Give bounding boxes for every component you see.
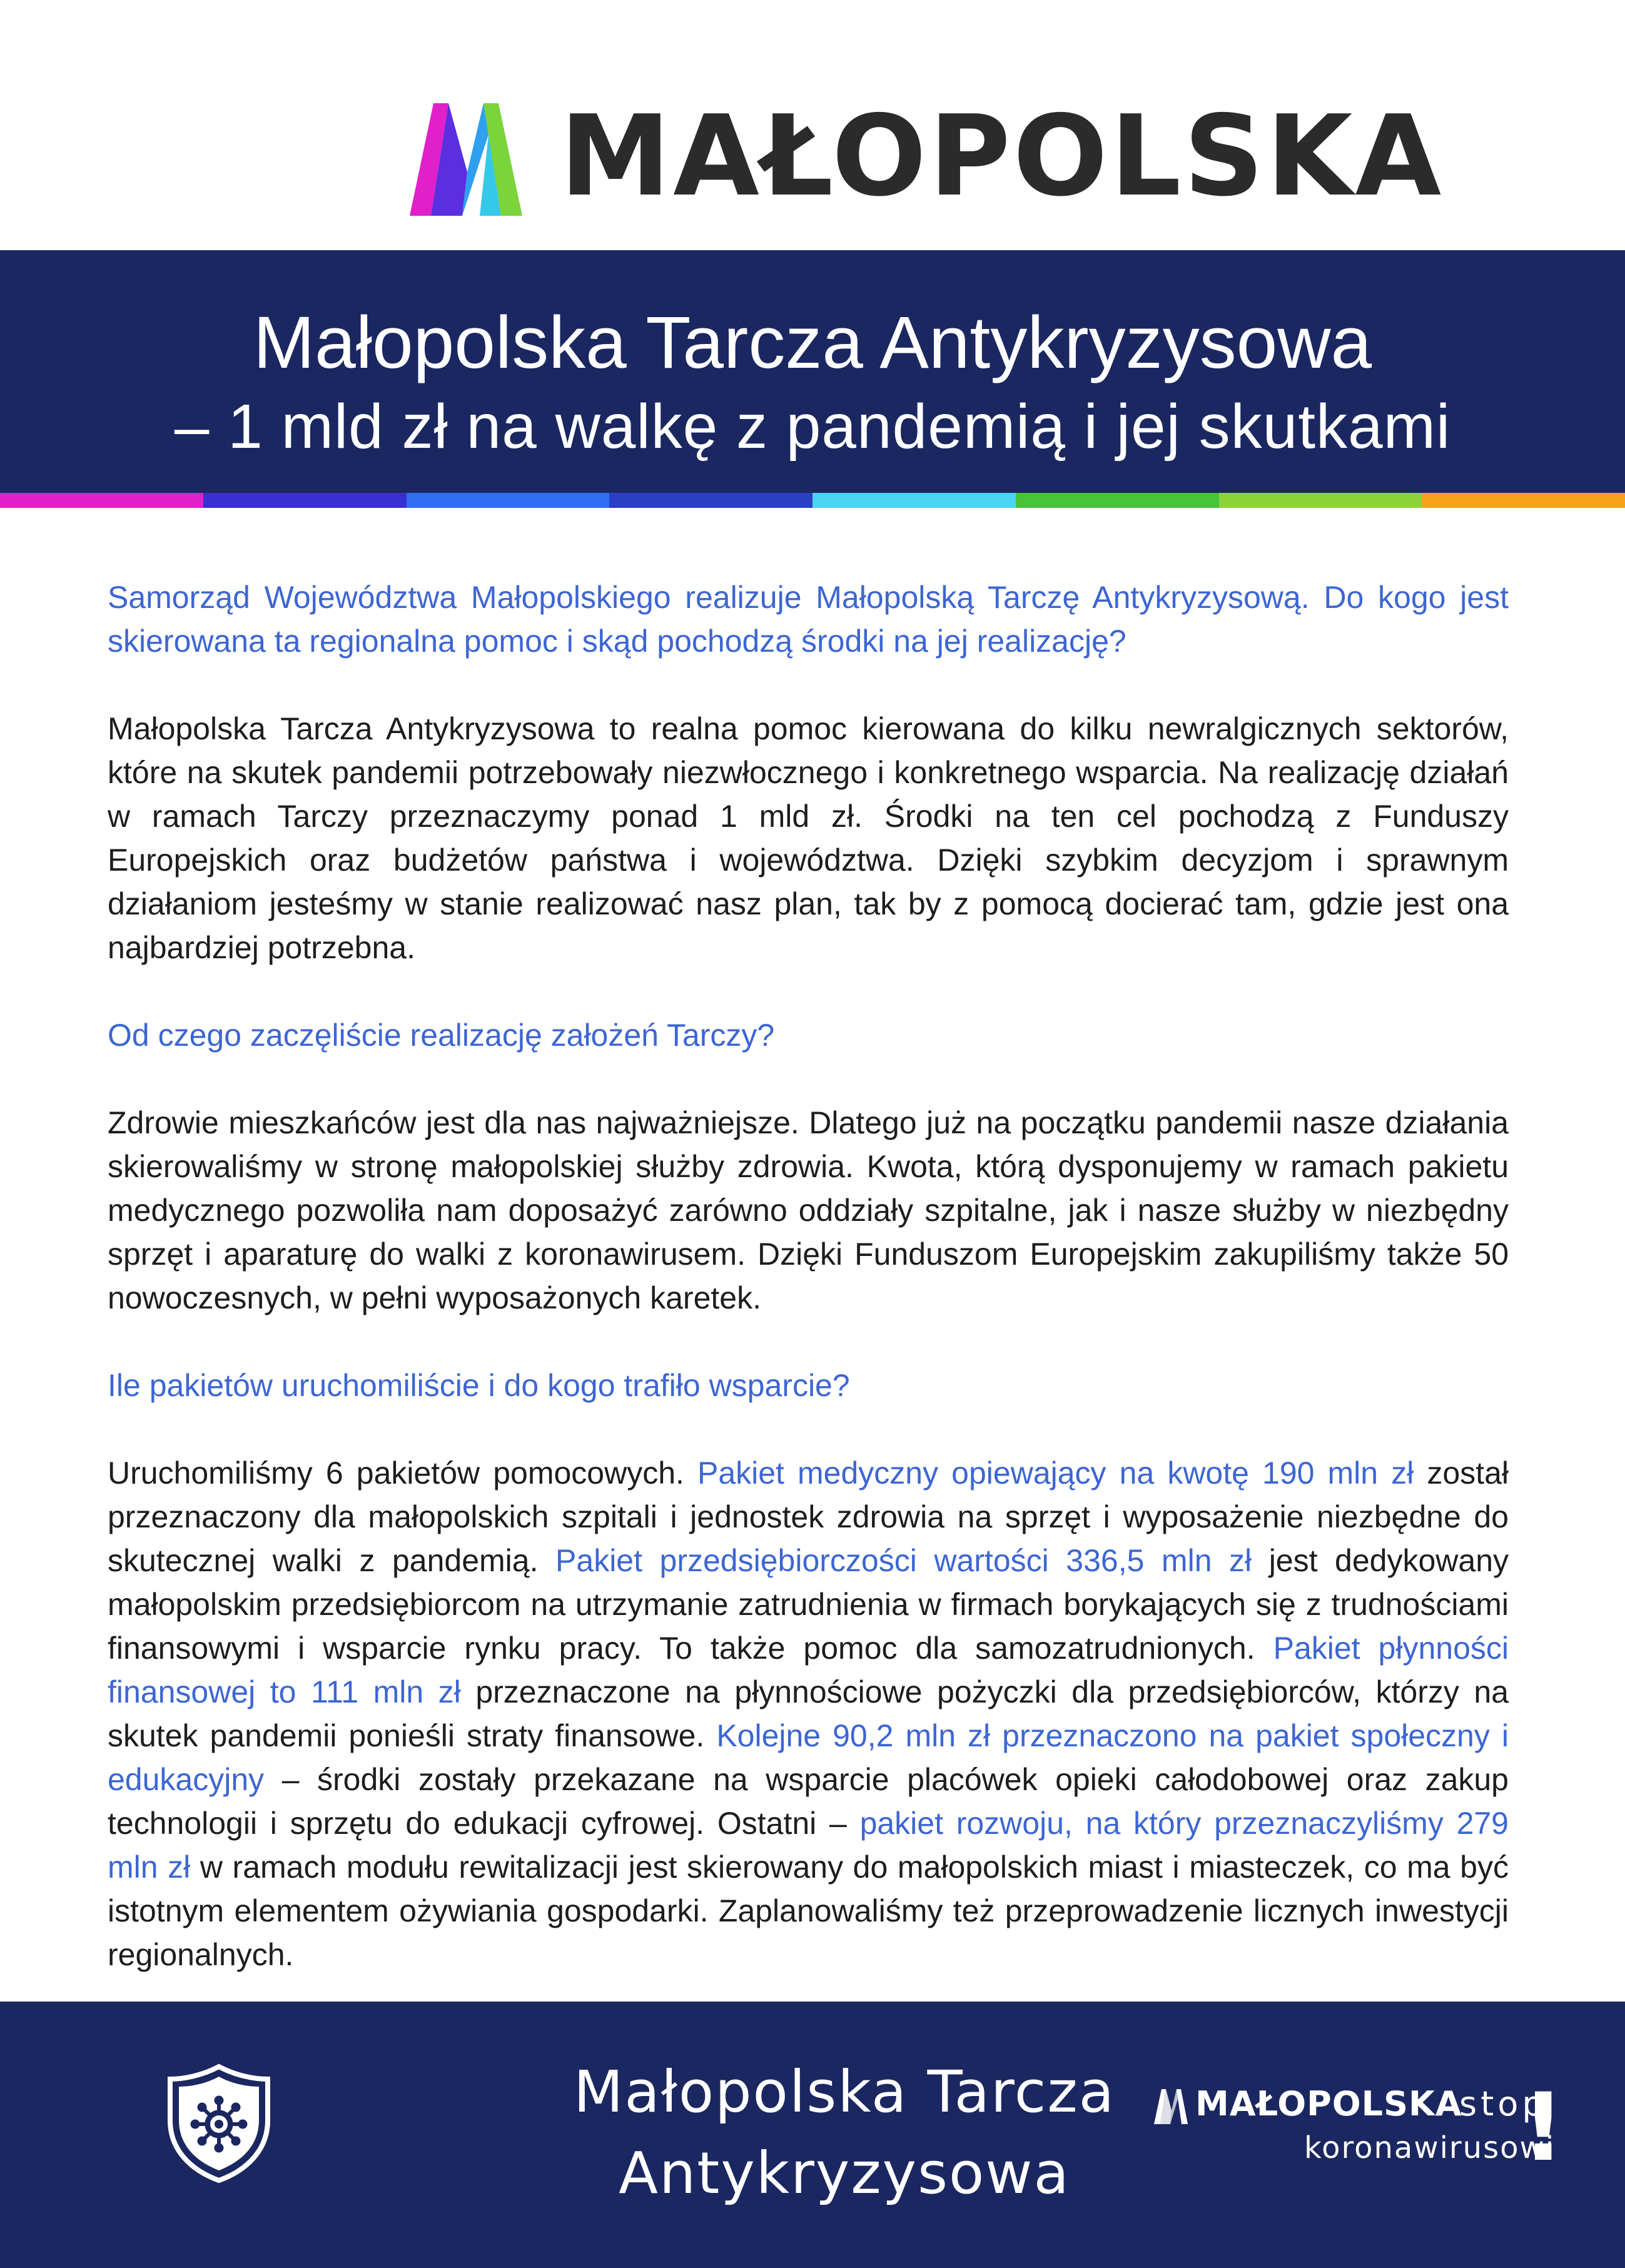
stripe-segment [812, 493, 1016, 508]
stripe-segment [1422, 493, 1625, 508]
stripe-segment [203, 493, 407, 508]
stripe-segment [407, 493, 610, 508]
highlight-social-package: Kolejne 90,2 mln zł przeznaczono na pakiet społeczny i edukacyjny [108, 1718, 1509, 1797]
footer-title-line2: Antykryzysowa [619, 2140, 1070, 2207]
answer-3-text: jest dedykowany małopolskim przedsiębiorcom na utrzymanie zatrudnienia w firmach borykających się z trudnościami finansowymi i wsparcie rynku pracy. To także pomoc dla samozatrudnionych. [108, 1543, 1509, 1666]
article-body [108, 575, 1509, 1977]
highlight-medical-package: Pakiet medyczny opiewający na kwotę 190 mln zł [697, 1455, 1414, 1491]
color-stripe [0, 493, 1625, 508]
stripe-segment [1016, 493, 1219, 508]
question-2: Od czego zaczęliście realizację założeń Tarczy? [108, 1018, 775, 1053]
stop-koronawirusowi-logo [1154, 2073, 1565, 2188]
malopolska-logo [410, 91, 1444, 221]
answer-1: Małopolska Tarcza Antykryzysowa to realna pomoc kierowana do kilku newralgicznych sektorów, które na skutek pandemii potrzebowały niezwłocznego i konkretnego wsparcia. Na realizację działań w ramach Tarczy przeznaczymy ponad 1 mld zł. Środki na ten cel pochodzą z Funduszy Europejskich oraz budżetów państwa i województwa. Dzięki szybkim decyzjom i sprawnym działaniom jesteśmy w stanie realizować nasz plan, tak by z pomocą docierać tam, gdzie jest ona najbardziej potrzebna. [108, 711, 1509, 965]
answer-3-text: – środki zostały przekazane na wsparcie placówek opieki całodobowej oraz zakup technologii i sprzętu do edukacji cyfrowej. Ostatni – [108, 1762, 1509, 1841]
answer-3-text: przeznaczone na płynnościowe pożyczki dla przedsiębiorców, którzy na skutek pandemii ponieśli straty finansowe. [108, 1674, 1509, 1753]
question-1: Samorząd Województwa Małopolskiego realizuje Małopolską Tarczę Antykryzysową. Do kogo jest skierowana ta regionalna pomoc i skąd pochodzą środki na jej realizację? [108, 580, 1509, 659]
stripe-segment [609, 493, 812, 508]
footer-brand-sub: koronawirusowi [1304, 2130, 1556, 2165]
shield-virus-icon [166, 2063, 271, 2183]
stripe-segment [1219, 493, 1422, 508]
title-banner [0, 250, 1625, 493]
footer-brand-exclamation: ! [1522, 2073, 1565, 2182]
footer-brand-stop: stop [1459, 2084, 1547, 2124]
answer-3-text: w ramach modułu rewitalizacji jest skierowany do małopolskich miast i miasteczek, co ma być istotnym elementem ożywiania gospodarki. Zaplanowaliśmy też przeprowadzenie licznych inwestycji regionalnych. [108, 1850, 1509, 1972]
page-title: Małopolska Tarcza Antykryzysowa [253, 301, 1372, 384]
footer-title [413, 2052, 1276, 2214]
footer-brand-word: MAŁOPOLSKA [1195, 2084, 1462, 2124]
logo-wordmark: MAŁOPOLSKA [560, 91, 1444, 221]
malopolska-rainbow-m-icon [410, 97, 522, 216]
answer-3 [108, 1451, 1509, 1977]
question-3: Ile pakietów uruchomiliście i do kogo trafiło wsparcie? [108, 1368, 850, 1403]
highlight-entrepreneurship-package: Pakiet przedsiębiorczości wartości 336,5 mln zł [555, 1543, 1252, 1578]
malopolska-m-icon [1154, 2088, 1188, 2124]
footer-title-line1: Małopolska Tarcza [573, 2058, 1116, 2125]
answer-3-text: Uruchomiliśmy 6 pakietów pomocowych. [108, 1455, 697, 1491]
answer-3-text: został przeznaczony dla małopolskich szpitali i jednostek zdrowia na sprzęt i wyposażenie niezbędne do skutecznej walki z pandemią. [108, 1455, 1509, 1578]
footer-banner [0, 2002, 1625, 2268]
highlight-liquidity-package: Pakiet płynności finansowej to 111 mln zł [108, 1631, 1509, 1709]
stripe-segment [0, 493, 203, 508]
answer-2: Zdrowie mieszkańców jest dla nas najważniejsze. Dlatego już na początku pandemii nasze działania skierowaliśmy w stronę małopolskiej służby zdrowia. Kwota, którą dysponujemy w ramach pakietu medycznego pozwoliła nam doposażyć zarówno oddziały szpitalne, jak i nasze służby w niezbędny sprzęt i aparaturę do walki z koronawirusem. Dzięki Funduszom Europejskim zakupiliśmy także 50 nowoczesnych, w pełni wyposażonych karetek. [108, 1105, 1509, 1315]
highlight-development-package: pakiet rozwoju, na który przeznaczyliśmy 279 mln zł [108, 1806, 1509, 1885]
page-subtitle: – 1 mld zł na walkę z pandemią i jej skutkami [174, 392, 1451, 462]
